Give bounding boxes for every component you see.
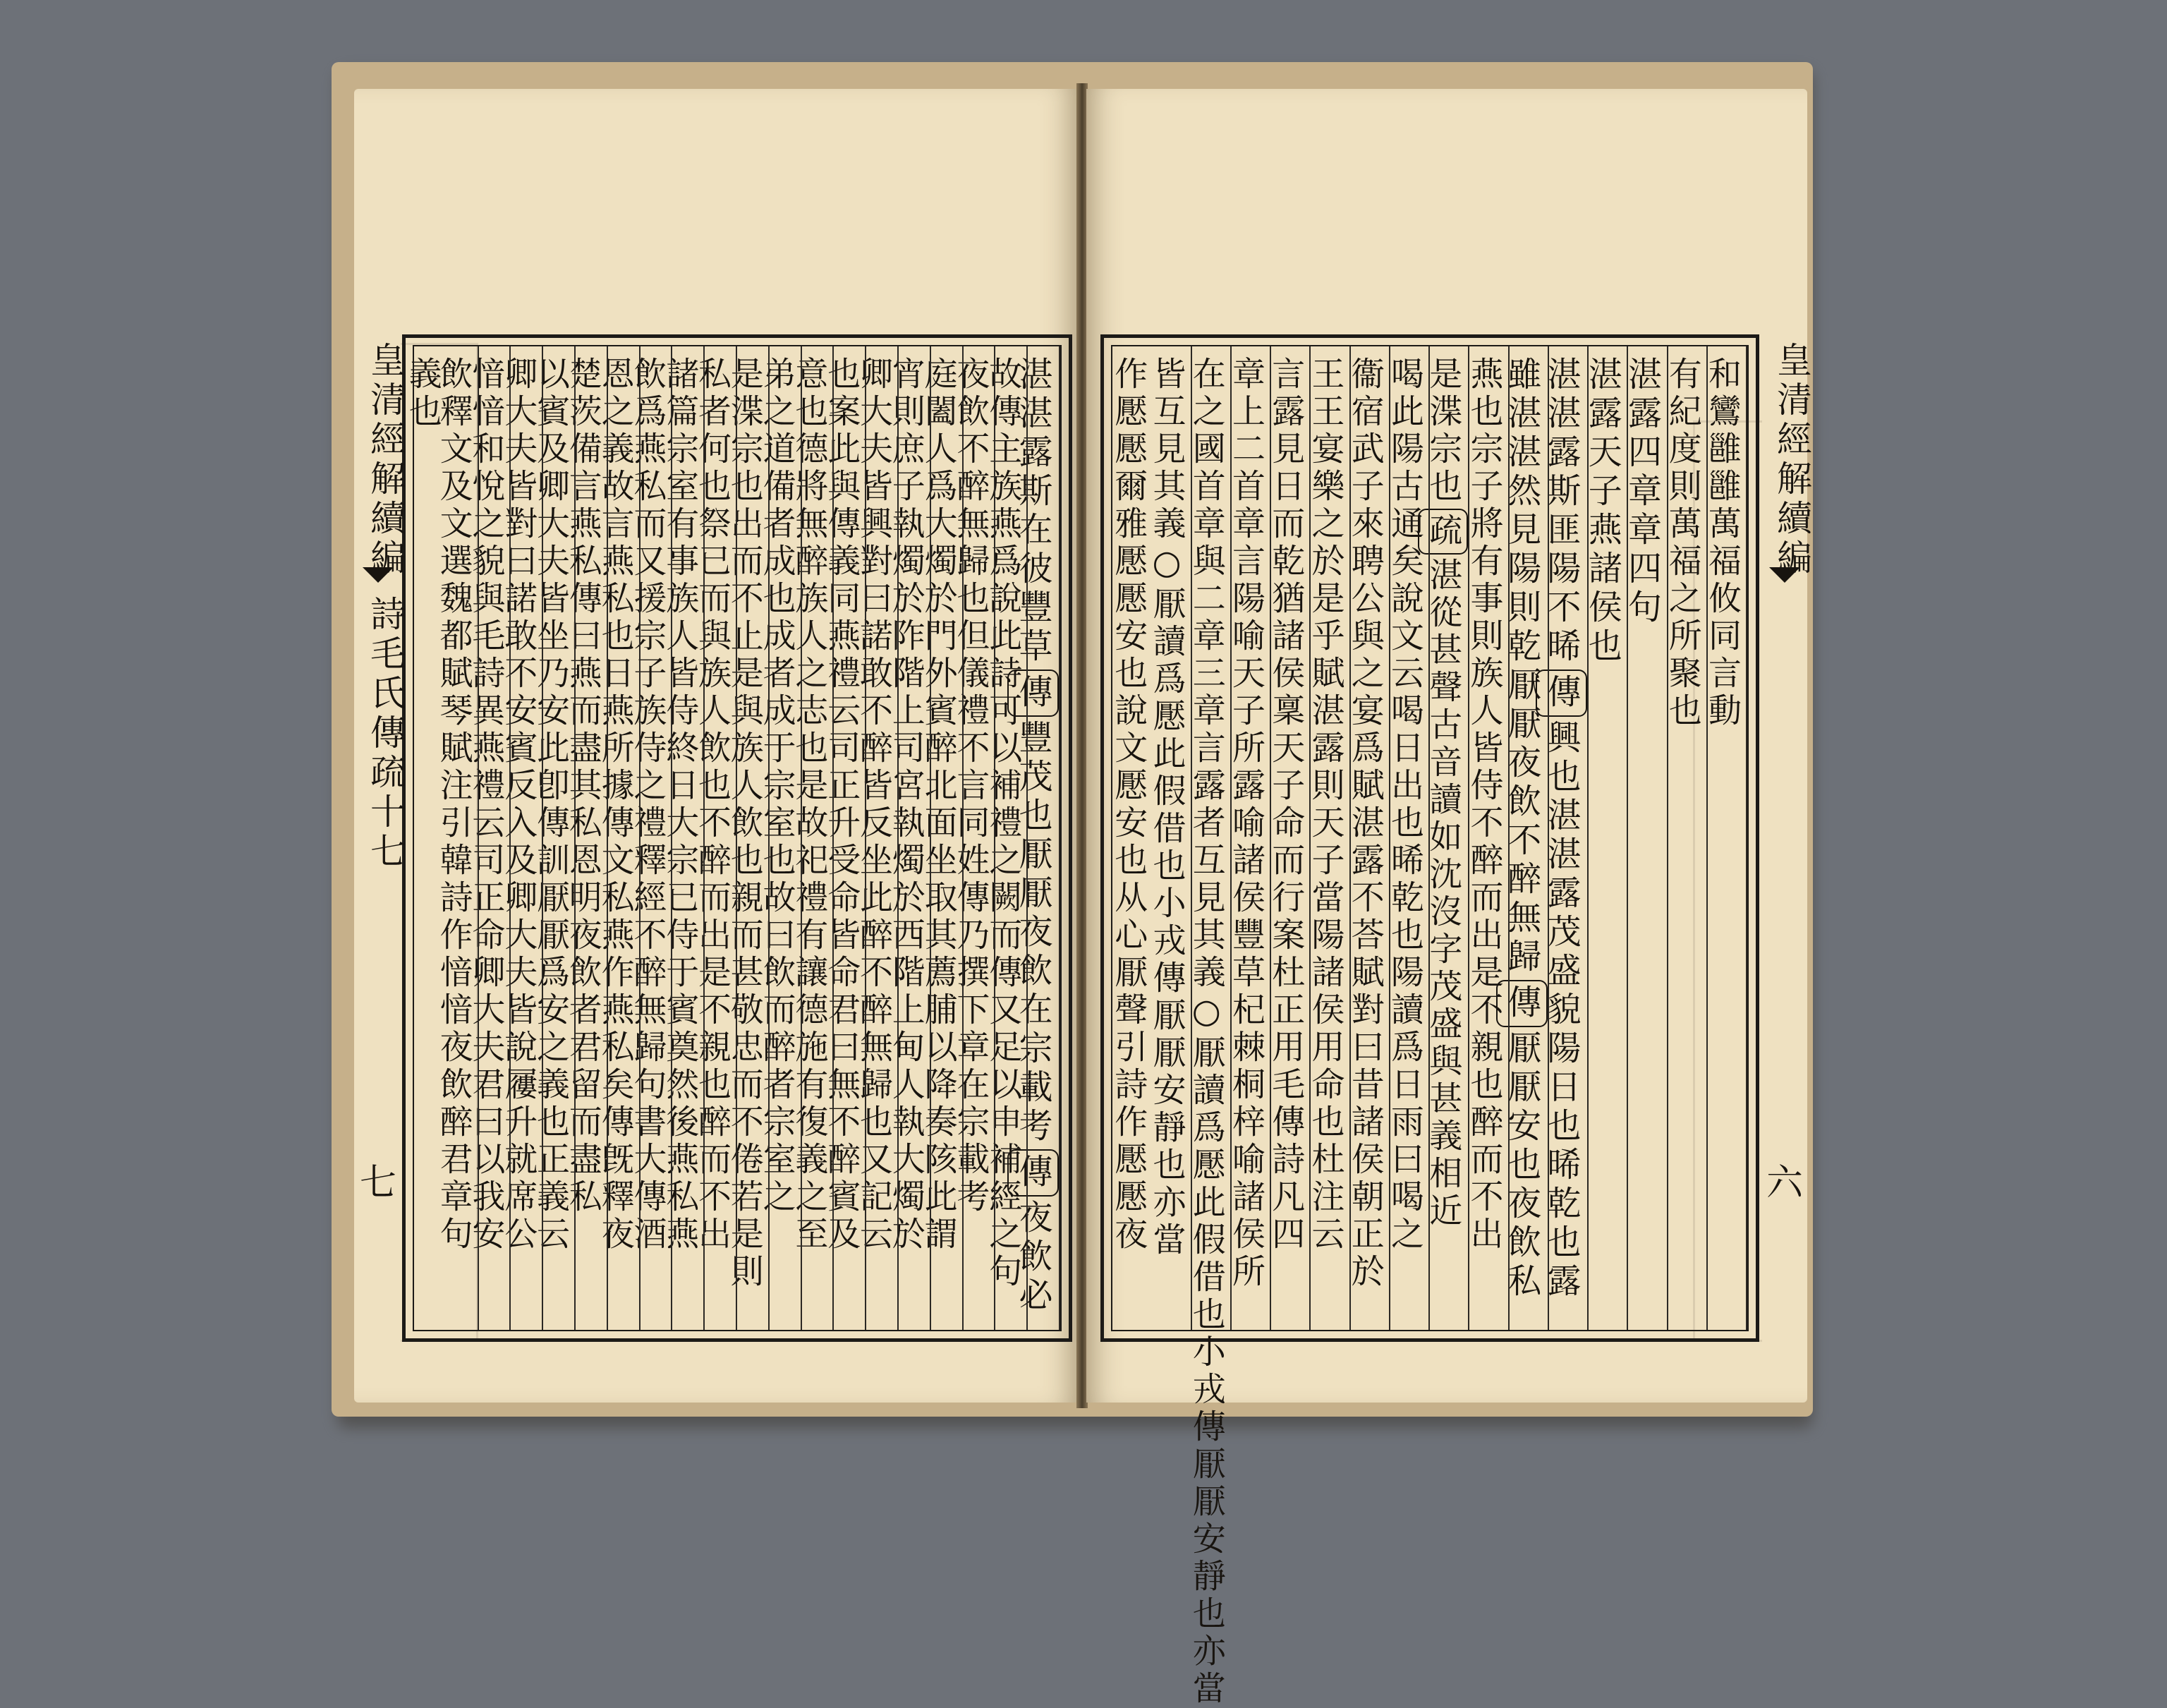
column-text xyxy=(1464,356,1507,1254)
column-text xyxy=(724,356,768,1291)
column-grid-left xyxy=(403,345,1062,1331)
column-text xyxy=(1424,356,1468,1230)
annotation-text: 豐茂也厭厭夜飲在宗載考 xyxy=(1012,720,1052,1146)
column-main-text: 庭闔人爲大燭於門外賓醉北面坐取其薦脯以降奏陔此謂 xyxy=(918,356,958,1254)
annotation-tag: 傳 xyxy=(1007,1149,1059,1197)
column-main-text: 以賓及卿大夫皆坐乃安此卽傳訓厭厭爲安之義也正義云 xyxy=(530,356,570,1254)
column-main-text: 愔愔和悅之貌與毛詩異燕禮云司正命卿大夫君曰以我安 xyxy=(466,356,506,1254)
right-page xyxy=(1086,89,1812,1708)
column-main-text: 卿大夫皆興對曰諾敢不醉皆反坐此醉不醉無歸也又記云 xyxy=(854,356,893,1254)
column-main-text: 宵則庶子執燭於阼階上司宮執燭於西階上甸人執大燭於 xyxy=(886,356,925,1254)
column-main-text: 湛露天子燕諸侯也 xyxy=(1582,356,1622,667)
column-main-text: 飲爲燕私而又援宗子族侍之禮釋經不醉無歸句書大傳酒 xyxy=(628,356,667,1254)
text-column xyxy=(692,346,737,1330)
column-text xyxy=(886,356,930,1254)
column-text xyxy=(1306,356,1349,1254)
text-column xyxy=(563,346,608,1330)
column-main-text: 私者何也祭已而與族人飲也不醉而出是不親也醉而不出 xyxy=(692,356,732,1254)
column-text xyxy=(1109,356,1152,1254)
text-column xyxy=(1227,346,1271,1330)
text-column xyxy=(1464,346,1509,1330)
banxin-left xyxy=(354,334,406,1342)
text-column xyxy=(1622,346,1668,1330)
banxin-chapter: 詩毛氏傳疏十七 xyxy=(365,595,406,872)
column-text xyxy=(1703,356,1746,730)
column-grid-right xyxy=(1109,345,1749,1708)
column-text xyxy=(1663,356,1706,730)
text-column xyxy=(822,346,866,1330)
left-page xyxy=(354,89,1078,1403)
text-column xyxy=(1012,346,1060,1330)
text-frame-left xyxy=(402,334,1072,1342)
text-column xyxy=(628,346,673,1330)
text-column xyxy=(918,346,964,1330)
text-column xyxy=(1501,346,1549,1330)
column-main-text: 有紀度則萬福之所聚也 xyxy=(1663,356,1702,730)
banxin-book-title: 皇清經解續編 xyxy=(1771,341,1812,579)
text-column xyxy=(1109,346,1152,1330)
annotation-tag: 疏 xyxy=(1418,509,1468,555)
column-main-text: 楚茨備言燕私傳曰燕而盡其私恩明夜飲者君留而盡私 xyxy=(563,356,602,1216)
column-text xyxy=(789,356,833,1254)
column-text xyxy=(1147,356,1190,1259)
column-text xyxy=(983,356,1026,1291)
text-column xyxy=(983,346,1028,1330)
column-text xyxy=(434,356,478,1254)
banxin-right xyxy=(1762,334,1812,1342)
text-column xyxy=(1147,346,1191,1330)
text-column xyxy=(1424,346,1469,1330)
column-main-text: 燕也宗子將有事則族人皆侍不醉而出是不親也醉而不出 xyxy=(1464,356,1504,1254)
column-text xyxy=(660,356,703,1254)
text-column xyxy=(434,346,479,1330)
column-text xyxy=(1541,356,1587,1302)
column-main-text: 諸篇宗室有事族人皆侍終日大宗已侍于賓奠然後燕私燕 xyxy=(660,356,700,1254)
column-main-text: 是渫宗也出而不止是與族人飲也親而甚敬忠而不倦若是則 xyxy=(724,356,764,1291)
annotation-tag: 傳 xyxy=(1007,670,1059,717)
text-column xyxy=(1385,346,1430,1330)
column-main-text: 湛露四章章四句 xyxy=(1622,356,1662,628)
column-text xyxy=(757,356,801,1216)
column-main-text: 夜飲不醉無歸也但儀禮不言同姓傳乃撰下章在宗載考 xyxy=(951,356,990,1216)
text-column xyxy=(1663,346,1708,1330)
text-column xyxy=(660,346,705,1330)
column-main-text: 王王宴樂之於是乎賦湛露則天子當陽諸侯用命也杜注云 xyxy=(1306,356,1345,1254)
column-text xyxy=(822,356,865,1254)
banxin-book-title: 皇清經解續編 xyxy=(365,341,406,579)
column-text xyxy=(951,356,995,1216)
text-column xyxy=(1541,346,1589,1330)
text-column xyxy=(1345,346,1390,1330)
fish-tail-icon xyxy=(1769,567,1800,583)
text-column xyxy=(466,346,511,1330)
column-text xyxy=(466,356,510,1254)
column-text xyxy=(403,356,447,431)
column-main-text: 故傳主族燕爲說此詩可以補禮之闕而傳又足以申補經之句 xyxy=(983,356,1023,1291)
column-main-text: 是渫宗也 xyxy=(1424,356,1463,506)
column-main-text: 皆互見其義○厭讀爲懕此假借也小戎傳厭厭安靜也亦當 xyxy=(1147,356,1186,1259)
page-number-left: 七 xyxy=(360,1162,397,1204)
column-main-text: 言露見日而乾猶諸侯稟天子命而行案杜正用毛傳詩凡四 xyxy=(1266,356,1306,1254)
text-column xyxy=(854,346,899,1330)
annotation-text: 夜飲必 xyxy=(1012,1199,1052,1316)
text-column xyxy=(1703,346,1747,1330)
text-column xyxy=(951,346,996,1330)
column-text xyxy=(1186,356,1230,1708)
column-main-text: 和鸞雝雝萬福攸同言動 xyxy=(1703,356,1742,730)
column-text xyxy=(499,356,542,1254)
text-column xyxy=(1266,346,1311,1330)
column-text xyxy=(530,356,574,1254)
column-main-text: 湛湛露斯匪陽不晞 xyxy=(1541,356,1581,667)
fish-tail-icon xyxy=(363,567,394,583)
page-number-right: 六 xyxy=(1766,1162,1804,1204)
column-text xyxy=(563,356,607,1216)
column-text xyxy=(1227,356,1270,1291)
text-column xyxy=(757,346,802,1330)
column-text xyxy=(1385,356,1428,1254)
column-main-text: 在之國首章與二章三章言露者互見其義○厭讀爲懕此假借也小戎傳厭厭安靜也亦當 xyxy=(1186,356,1226,1708)
text-column xyxy=(1306,346,1350,1330)
column-main-text: 章上二首章言陽喻天子所露喻諸侯豐草杞棘桐梓喻諸侯所 xyxy=(1227,356,1265,1291)
column-text xyxy=(595,356,639,1254)
text-column xyxy=(403,346,447,1330)
column-main-text: 湛湛露斯在彼豐草 xyxy=(1012,356,1052,667)
column-text xyxy=(1012,356,1059,1316)
text-column xyxy=(499,346,543,1330)
column-main-text: 義也 xyxy=(403,356,442,431)
text-column xyxy=(724,346,770,1330)
annotation-tag: 傳 xyxy=(1496,980,1548,1027)
column-text xyxy=(1345,356,1389,1291)
column-main-text: 卿大夫皆對曰諾敢不安賓反入及卿大夫皆說屨升就席公 xyxy=(499,356,538,1254)
text-column xyxy=(886,346,931,1330)
column-text xyxy=(1266,356,1309,1254)
annotation-text: 厭厭安也夜飲私 xyxy=(1501,1030,1541,1302)
text-column xyxy=(530,346,576,1330)
text-column xyxy=(789,346,834,1330)
text-frame-right xyxy=(1100,334,1759,1708)
column-main-text: 雖湛湛然見陽則乾厭厭夜飲不醉無歸 xyxy=(1501,356,1541,977)
column-text xyxy=(1582,356,1627,667)
column-main-text: 衞宿武子來聘公與之宴爲賦湛露不荅賦對曰昔諸侯朝正於 xyxy=(1345,356,1385,1291)
text-column xyxy=(1582,346,1628,1330)
annotation-text: 興也湛湛露茂盛貌陽日也晞乾也露 xyxy=(1541,720,1581,1302)
column-text xyxy=(692,356,736,1254)
column-main-text: 意也德將無醉族人之志也是故祀禮有讓德施有復義之至 xyxy=(789,356,829,1254)
column-text xyxy=(1501,356,1548,1302)
annotation-tag: 傳 xyxy=(1536,670,1587,717)
column-main-text: 喝此陽古通矣說文云喝日出也晞乾也陽讀爲日雨曰喝之 xyxy=(1385,356,1424,1254)
column-text xyxy=(628,356,672,1254)
column-text xyxy=(1622,356,1666,628)
text-column xyxy=(595,346,641,1330)
column-main-text: 飲釋文及文選魏都賦琴賦注引韓詩作愔愔夜飲醉君章句 xyxy=(434,356,473,1254)
column-main-text: 恩之義故言燕私也日燕所據傳文私燕作燕私矣傳旣釋夜 xyxy=(595,356,635,1254)
column-text xyxy=(854,356,897,1254)
column-main-text: 作懕懕爾雅懕懕安也說文懕安也从心厭聲引詩作懕懕夜 xyxy=(1109,356,1148,1254)
column-main-text: 也案此與傳義同燕禮云司正升受命皆命君曰無不醉賓及 xyxy=(822,356,861,1254)
text-column xyxy=(1186,346,1232,1708)
annotation-text: 湛從甚聲古音讀如沈沒字茂盛與甚義相近 xyxy=(1424,557,1463,1230)
column-main-text: 弟之道備者成也成者成于宗室也故曰飲而醉者宗室之 xyxy=(757,356,796,1216)
column-text xyxy=(918,356,962,1254)
